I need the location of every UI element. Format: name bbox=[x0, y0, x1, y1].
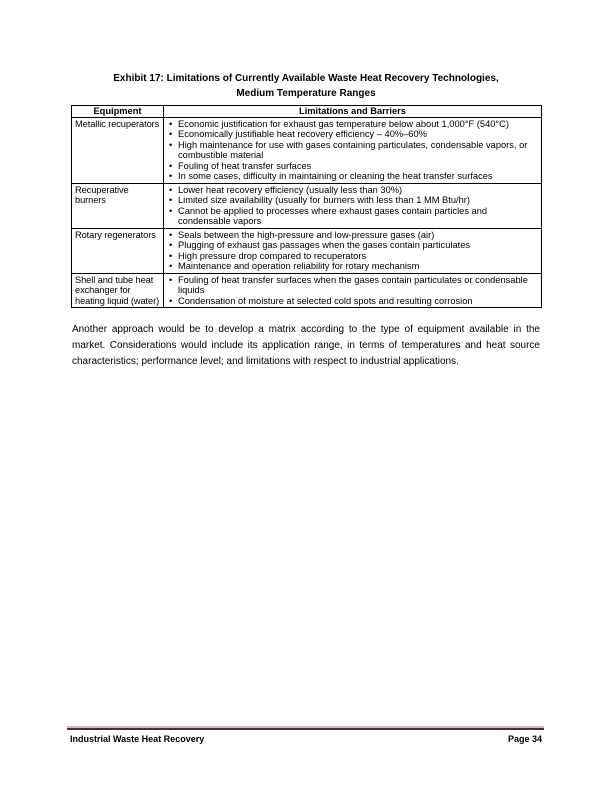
footer-rule bbox=[67, 726, 544, 730]
limitation-item: • Fouling of heat transfer surfaces when the gases contain particulates or condensable liquids bbox=[167, 275, 538, 296]
limitation-item: • In some cases, difficulty in maintaining or cleaning the heat transfer surfaces bbox=[167, 171, 538, 182]
footer-document-title: Industrial Waste Heat Recovery bbox=[70, 734, 205, 744]
table-row bbox=[72, 117, 542, 183]
exhibit-title-line1: Exhibit 17: Limitations of Currently Available Waste Heat Recovery Technologies, bbox=[113, 73, 499, 84]
body-paragraph: Another approach would be to develop a matrix according to the type of equipment available in the market. Considerations would include its application range, in terms of temperatures and heat source characteristics; performance level; and limitations with respect to industrial applications. bbox=[72, 324, 540, 367]
limitations-cell bbox=[164, 183, 542, 228]
limitation-item: • Plugging of exhaust gas passages when the gases contain particulates bbox=[167, 240, 538, 251]
limitation-item: • Limited size availability (usually for burners with less than 1 MM Btu/hr) bbox=[167, 195, 538, 206]
limitation-item: • High pressure drop compared to recuperators bbox=[167, 251, 538, 262]
limitation-item: • Maintenance and operation reliability for rotary mechanism bbox=[167, 261, 538, 272]
page-footer bbox=[70, 734, 542, 745]
limitation-item: • High maintenance for use with gases containing particulates, condensable vapors, or combustible material bbox=[167, 140, 538, 161]
equipment-cell: Shell and tube heat exchanger for heating liquid (water) bbox=[72, 273, 164, 308]
equipment-cell: Rotary regenerators bbox=[72, 228, 164, 273]
limitations-cell bbox=[164, 273, 542, 308]
limitations-cell bbox=[164, 228, 542, 273]
footer-page-number: Page 34 bbox=[507, 734, 542, 744]
limitation-item: • Lower heat recovery efficiency (usually less than 30%) bbox=[167, 185, 538, 196]
limitation-item: • Cannot be applied to processes where exhaust gases contain particles and condensable vapors bbox=[167, 206, 538, 227]
equipment-cell: Metallic recuperators bbox=[72, 117, 164, 183]
exhibit-title-line2: Medium Temperature Ranges bbox=[236, 88, 376, 99]
limitations-cell bbox=[164, 117, 542, 183]
table-row bbox=[72, 273, 542, 308]
limitations-table bbox=[71, 105, 542, 308]
limitation-item: • Fouling of heat transfer surfaces bbox=[167, 161, 538, 172]
table-row bbox=[72, 228, 542, 273]
table-header-row bbox=[72, 106, 542, 118]
exhibit-title bbox=[72, 71, 540, 101]
equipment-cell: Recuperative burners bbox=[72, 183, 164, 228]
limitation-item: • Seals between the high-pressure and low-pressure gases (air) bbox=[167, 230, 538, 241]
table-row bbox=[72, 183, 542, 228]
limitation-item: • Economic justification for exhaust gas temperature below about 1,000°F (540°C) bbox=[167, 119, 538, 130]
limitation-item: • Condensation of moisture at selected cold spots and resulting corrosion bbox=[167, 296, 538, 307]
limitation-item: • Economically justifiable heat recovery efficiency – 40%–60% bbox=[167, 129, 538, 140]
table-header-limitations: Limitations and Barriers bbox=[164, 106, 542, 118]
table-header-equipment: Equipment bbox=[72, 106, 164, 118]
